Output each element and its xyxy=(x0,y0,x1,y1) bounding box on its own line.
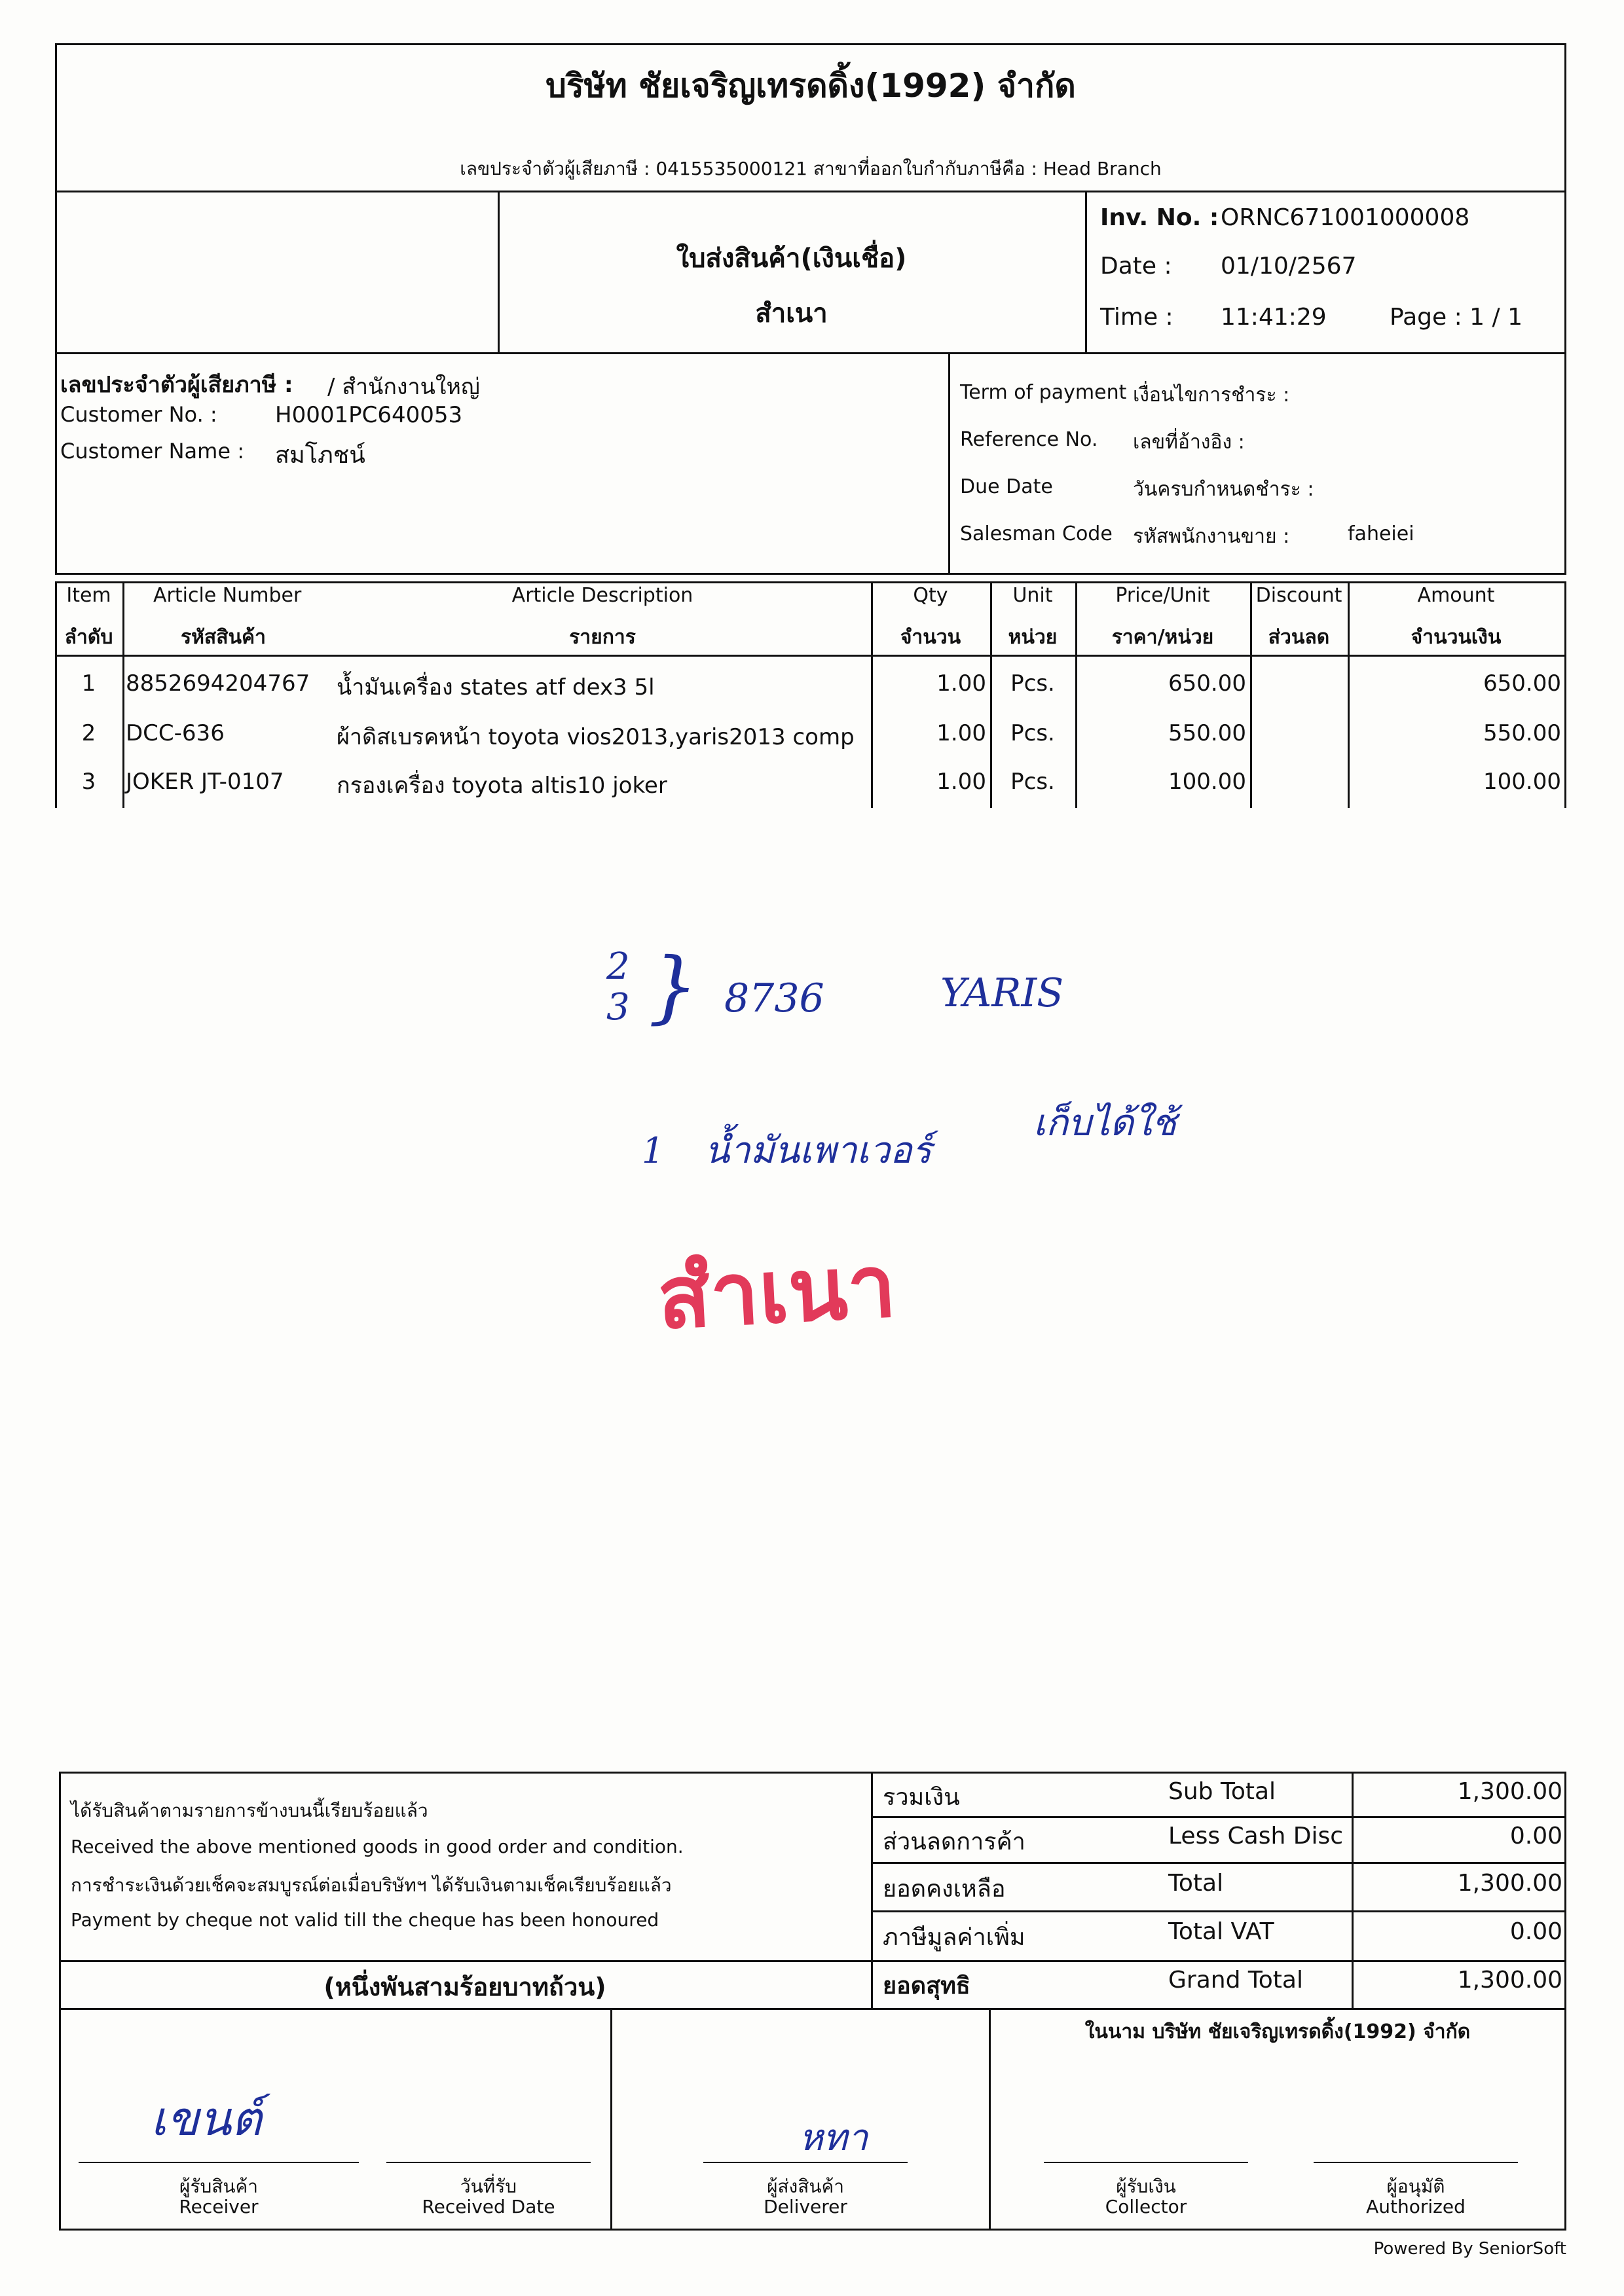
due-date-th: วันครบกำหนดชำระ : xyxy=(1133,478,1314,501)
salesman-th: รหัสพนักงานขาย : xyxy=(1133,525,1290,548)
th-article-description-th: รายการ xyxy=(569,626,636,649)
row-unit: Pcs. xyxy=(1010,720,1055,746)
subtotal-en: Sub Total xyxy=(1168,1778,1276,1805)
collector-label-en: Collector xyxy=(1105,2196,1187,2217)
reference-th: เลขที่อ้างอิง : xyxy=(1133,431,1245,454)
th-discount: Discount xyxy=(1255,584,1342,607)
th-amount-th: จำนวนเงิน xyxy=(1411,626,1502,649)
row-amount: 550.00 xyxy=(1483,720,1561,746)
vat-value: 0.00 xyxy=(1509,1918,1562,1945)
authorized-label-th: ผู้อนุมัติ xyxy=(1386,2176,1445,2197)
row-qty: 1.00 xyxy=(936,670,986,697)
row-amount: 100.00 xyxy=(1483,769,1561,795)
th-price-th: ราคา/หน่วย xyxy=(1111,626,1214,649)
row-desc: กรองเครื่อง toyota altis10 joker xyxy=(337,773,667,799)
cheque-note-en: Payment by cheque not valid till the cheque has been honoured xyxy=(71,1909,659,1931)
receipt-note-en: Received the above mentioned goods in good order and condition. xyxy=(71,1836,684,1857)
customer-tax-label: เลขประจำตัวผู้เสียภาษี : xyxy=(60,372,293,398)
term-payment-label: Term of payment xyxy=(960,381,1127,404)
powered-by: Powered By SeniorSoft xyxy=(1373,2239,1566,2259)
reference-label: Reference No. xyxy=(960,428,1098,451)
th-article-number: Article Number xyxy=(153,584,302,607)
handwritten-brace: } xyxy=(648,941,699,1032)
row-desc: น้ำมันเครื่อง states atf dex3 5l xyxy=(337,674,655,701)
th-qty: Qty xyxy=(913,584,948,607)
received-date-label-th: วันที่รับ xyxy=(460,2176,517,2197)
th-qty-th: จำนวน xyxy=(900,626,961,649)
customer-name-label: Customer Name : xyxy=(60,439,244,464)
vat-th: ภาษีมูลค่าเพิ่ม xyxy=(883,1924,1025,1951)
on-behalf-of: ในนาม บริษัท ชัยเจริญเทรดดิ้ง(1992) จำกัด xyxy=(1084,2020,1471,2043)
subtotal-th: รวมเงิน xyxy=(883,1784,960,1811)
row-item: 2 xyxy=(81,720,96,746)
receiver-label-th: ผู้รับสินค้า xyxy=(179,2176,258,2197)
total-value: 1,300.00 xyxy=(1457,1870,1562,1897)
row-unit: Pcs. xyxy=(1010,670,1055,697)
collector-label-th: ผู้รับเงิน xyxy=(1116,2176,1176,2197)
salesman-code: faheiei xyxy=(1348,522,1414,545)
deliverer-label-th: ผู้ส่งสินค้า xyxy=(767,2176,844,2197)
customer-name: สมโภชน์ xyxy=(275,442,365,469)
copy-label: สำเนา xyxy=(755,299,828,329)
cash-disc-en: Less Cash Disc xyxy=(1168,1823,1344,1850)
th-article-description: Article Description xyxy=(511,584,693,607)
handwritten-item-numbers: 2 3 xyxy=(606,945,630,1029)
row-qty: 1.00 xyxy=(936,720,986,746)
page-number: Page : 1 / 1 xyxy=(1390,304,1522,331)
customer-tax-value: / สำนักงานใหญ่ xyxy=(327,374,480,400)
th-unit-th: หน่วย xyxy=(1008,626,1058,649)
document-title: ใบส่งสินค้า(เงินเชื่อ) xyxy=(676,244,907,274)
row-amount: 650.00 xyxy=(1483,670,1561,697)
row-code: 8852694204767 xyxy=(126,670,310,697)
row-item: 3 xyxy=(81,769,96,795)
handwritten-model: YARIS xyxy=(940,970,1064,1016)
company-tax-line: เลขประจำตัวผู้เสียภาษี : 0415535000121 สาขาที่ออกใบกำกับภาษีคือ : Head Branch xyxy=(460,158,1162,179)
customer-no-label: Customer No. : xyxy=(60,402,217,427)
row-price: 650.00 xyxy=(1168,670,1246,697)
receipt-note-th: ได้รับสินค้าตามรายการข้างบนนี้เรียบร้อยแล้ว xyxy=(71,1800,428,1821)
received-date-label-en: Received Date xyxy=(422,2196,555,2217)
th-discount-th: ส่วนลด xyxy=(1268,626,1330,649)
inv-label: Inv. No. : xyxy=(1100,204,1219,231)
th-amount: Amount xyxy=(1417,584,1495,607)
term-payment-th: เงื่อนไขการชำระ : xyxy=(1133,384,1290,407)
date-value: 01/10/2567 xyxy=(1221,253,1357,280)
th-unit: Unit xyxy=(1012,584,1053,607)
grand-total-value: 1,300.00 xyxy=(1457,1967,1562,1994)
company-name: บริษัท ชัยเจริญเทรดดิ้ง(1992) จำกัด xyxy=(545,67,1076,105)
th-item-th: ลำดับ xyxy=(64,626,113,649)
cash-disc-th: ส่วนลดการค้า xyxy=(883,1829,1025,1855)
row-desc: ผ้าดิสเบรคหน้า toyota vios2013,yaris2013 comp xyxy=(337,724,855,750)
inv-number: ORNC671001000008 xyxy=(1221,204,1470,231)
grand-total-th: ยอดสุทธิ xyxy=(883,1973,970,1999)
handwritten-keep-note: เก็บได้ใช้ xyxy=(1033,1102,1177,1144)
total-en: Total xyxy=(1168,1870,1224,1897)
row-item: 1 xyxy=(81,670,96,697)
handwritten-code: 8736 xyxy=(724,975,824,1021)
deliverer-signature: หทา xyxy=(799,2117,868,2159)
receiver-label-en: Receiver xyxy=(179,2196,259,2217)
amount-in-words: (หนึ่งพันสามร้อยบาทถ้วน) xyxy=(323,1973,606,2001)
row-code: JOKER JT-0107 xyxy=(126,769,284,795)
row-price: 550.00 xyxy=(1168,720,1246,746)
salesman-label: Salesman Code xyxy=(960,522,1113,545)
receiver-signature: เขนต์ xyxy=(151,2091,262,2146)
cash-disc-value: 0.00 xyxy=(1509,1823,1562,1850)
row-unit: Pcs. xyxy=(1010,769,1055,795)
handwritten-item-one: 1 xyxy=(642,1130,665,1171)
handwritten-oil-note: น้ำมันเพาเวอร์ xyxy=(705,1129,932,1172)
customer-no: H0001PC640053 xyxy=(275,402,463,428)
row-price: 100.00 xyxy=(1168,769,1246,795)
time-label: Time : xyxy=(1100,304,1173,331)
th-item: Item xyxy=(66,584,111,607)
time-value: 11:41:29 xyxy=(1221,304,1327,331)
row-code: DCC-636 xyxy=(126,720,225,746)
date-label: Date : xyxy=(1100,253,1172,280)
th-article-number-th: รหัสสินค้า xyxy=(181,626,266,649)
copy-stamp: สำเนา xyxy=(655,1235,899,1349)
authorized-label-en: Authorized xyxy=(1366,2196,1466,2217)
th-price: Price/Unit xyxy=(1115,584,1210,607)
cheque-note-th: การชำระเงินด้วยเช็คจะสมบูรณ์ต่อเมื่อบริษัทฯ ได้รับเงินตามเช็คเรียบร้อยแล้ว xyxy=(71,1874,672,1896)
row-qty: 1.00 xyxy=(936,769,986,795)
total-th: ยอดคงเหลือ xyxy=(883,1876,1006,1903)
deliverer-label-en: Deliverer xyxy=(764,2196,847,2217)
subtotal-value: 1,300.00 xyxy=(1457,1778,1562,1805)
grand-total-en: Grand Total xyxy=(1168,1967,1303,1994)
due-date-label: Due Date xyxy=(960,475,1053,498)
vat-en: Total VAT xyxy=(1168,1918,1274,1945)
